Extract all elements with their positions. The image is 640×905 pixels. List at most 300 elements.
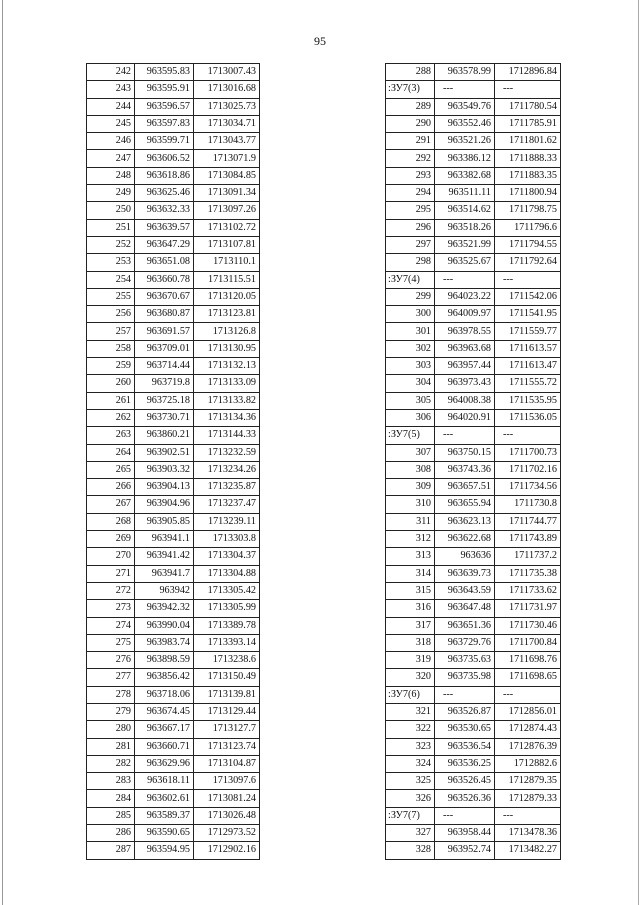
section-label-cell: :ЗУ7(5) bbox=[386, 427, 435, 444]
y-coordinate-cell: 1713389.78 bbox=[194, 617, 260, 634]
table-row bbox=[87, 773, 260, 790]
table-row bbox=[386, 842, 561, 859]
point-number-cell: 285 bbox=[87, 807, 135, 824]
table-row bbox=[386, 565, 561, 582]
table-row bbox=[386, 167, 561, 184]
y-coordinate-cell: 1711541.95 bbox=[495, 306, 561, 323]
table-row bbox=[386, 548, 561, 565]
table-row bbox=[87, 582, 260, 599]
y-coordinate-cell: 1711796.6 bbox=[495, 219, 561, 236]
y-coordinate-cell: 1711785.91 bbox=[495, 115, 561, 132]
table-row bbox=[386, 375, 561, 392]
x-coordinate-cell: 963735.63 bbox=[435, 652, 495, 669]
point-number-cell: 246 bbox=[87, 133, 135, 150]
y-coordinate-cell: 1713007.43 bbox=[194, 64, 260, 81]
section-label-cell: :ЗУ7(3) bbox=[386, 81, 435, 98]
point-number-cell: 259 bbox=[87, 358, 135, 375]
table-row bbox=[386, 721, 561, 738]
table-row bbox=[87, 409, 260, 426]
table-row bbox=[87, 64, 260, 81]
x-coordinate-cell: 963963.68 bbox=[435, 340, 495, 357]
point-number-cell: 284 bbox=[87, 790, 135, 807]
point-number-cell: 299 bbox=[386, 288, 435, 305]
table-row bbox=[386, 288, 561, 305]
table-row bbox=[386, 738, 561, 755]
point-number-cell: 269 bbox=[87, 531, 135, 548]
point-number-cell: 292 bbox=[386, 150, 435, 167]
x-coordinate-cell: 963595.83 bbox=[135, 64, 194, 81]
point-number-cell: 286 bbox=[87, 825, 135, 842]
table-row bbox=[386, 513, 561, 530]
table-row bbox=[87, 513, 260, 530]
point-number-cell: 260 bbox=[87, 375, 135, 392]
x-coordinate-cell: 963602.61 bbox=[135, 790, 194, 807]
point-number-cell: 266 bbox=[87, 479, 135, 496]
table-row bbox=[87, 669, 260, 686]
y-coordinate-cell: 1713305.99 bbox=[194, 600, 260, 617]
x-coordinate-cell: 963904.13 bbox=[135, 479, 194, 496]
x-coordinate-cell: 963597.83 bbox=[135, 115, 194, 132]
table-row bbox=[386, 340, 561, 357]
table-row bbox=[386, 617, 561, 634]
table-row bbox=[386, 254, 561, 271]
table-row bbox=[87, 375, 260, 392]
y-coordinate-cell: 1711613.57 bbox=[495, 340, 561, 357]
x-coordinate-cell: 964020.91 bbox=[435, 409, 495, 426]
section-header-row bbox=[386, 427, 561, 444]
table-row bbox=[386, 703, 561, 720]
table-row bbox=[386, 444, 561, 461]
x-coordinate-cell: 963622.68 bbox=[435, 531, 495, 548]
x-coordinate-cell: 963660.78 bbox=[135, 271, 194, 288]
y-coordinate-cell: 1711794.55 bbox=[495, 236, 561, 253]
x-coordinate-cell: 963709.01 bbox=[135, 340, 194, 357]
point-number-cell: 274 bbox=[87, 617, 135, 634]
x-coordinate-cell: 963904.96 bbox=[135, 496, 194, 513]
table-row bbox=[87, 496, 260, 513]
point-number-cell: 282 bbox=[87, 755, 135, 772]
table-row bbox=[386, 582, 561, 599]
table-row bbox=[87, 444, 260, 461]
y-coordinate-cell: 1713238.6 bbox=[194, 652, 260, 669]
x-coordinate-cell: 963743.36 bbox=[435, 461, 495, 478]
point-number-cell: 254 bbox=[87, 271, 135, 288]
y-coordinate-cell: 1711733.62 bbox=[495, 582, 561, 599]
table-row bbox=[386, 392, 561, 409]
table-row bbox=[87, 98, 260, 115]
y-coordinate-cell: 1712876.39 bbox=[495, 738, 561, 755]
y-coordinate-cell: 1713133.82 bbox=[194, 392, 260, 409]
y-coordinate-cell: 1711702.16 bbox=[495, 461, 561, 478]
table-row bbox=[87, 254, 260, 271]
point-number-cell: 318 bbox=[386, 634, 435, 651]
point-number-cell: 326 bbox=[386, 790, 435, 807]
y-coordinate-cell: 1713129.44 bbox=[194, 703, 260, 720]
y-coordinate-cell: 1713235.87 bbox=[194, 479, 260, 496]
y-coordinate-cell: 1713091.34 bbox=[194, 185, 260, 202]
point-number-cell: 255 bbox=[87, 288, 135, 305]
y-coordinate-cell: 1713097.6 bbox=[194, 773, 260, 790]
x-coordinate-cell: 963680.87 bbox=[135, 306, 194, 323]
x-coordinate-cell: --- bbox=[435, 807, 495, 824]
point-number-cell: 327 bbox=[386, 825, 435, 842]
table-row bbox=[87, 236, 260, 253]
point-number-cell: 314 bbox=[386, 565, 435, 582]
y-coordinate-cell: 1713126.8 bbox=[194, 323, 260, 340]
y-coordinate-cell: 1713123.74 bbox=[194, 738, 260, 755]
x-coordinate-cell: 963957.44 bbox=[435, 358, 495, 375]
point-number-cell: 261 bbox=[87, 392, 135, 409]
y-coordinate-cell: 1713150.49 bbox=[194, 669, 260, 686]
point-number-cell: 320 bbox=[386, 669, 435, 686]
table-row bbox=[386, 790, 561, 807]
y-coordinate-cell: 1713016.68 bbox=[194, 81, 260, 98]
scan-right-edge bbox=[638, 0, 639, 905]
point-number-cell: 251 bbox=[87, 219, 135, 236]
point-number-cell: 252 bbox=[87, 236, 135, 253]
section-header-row bbox=[386, 807, 561, 824]
table-row bbox=[87, 461, 260, 478]
x-coordinate-cell: 963625.46 bbox=[135, 185, 194, 202]
point-number-cell: 307 bbox=[386, 444, 435, 461]
y-coordinate-cell: 1711700.84 bbox=[495, 634, 561, 651]
table-row bbox=[386, 634, 561, 651]
point-number-cell: 297 bbox=[386, 236, 435, 253]
table-row bbox=[87, 115, 260, 132]
point-number-cell: 247 bbox=[87, 150, 135, 167]
x-coordinate-cell: 963382.68 bbox=[435, 167, 495, 184]
point-number-cell: 308 bbox=[386, 461, 435, 478]
table-row bbox=[87, 185, 260, 202]
point-number-cell: 301 bbox=[386, 323, 435, 340]
point-number-cell: 312 bbox=[386, 531, 435, 548]
x-coordinate-cell: 963596.57 bbox=[135, 98, 194, 115]
table-row bbox=[87, 392, 260, 409]
y-coordinate-cell: 1713232.59 bbox=[194, 444, 260, 461]
table-row bbox=[87, 634, 260, 651]
x-coordinate-cell: 963941.7 bbox=[135, 565, 194, 582]
point-number-cell: 311 bbox=[386, 513, 435, 530]
x-coordinate-cell: 963674.45 bbox=[135, 703, 194, 720]
x-coordinate-cell: 963902.51 bbox=[135, 444, 194, 461]
y-coordinate-cell: 1712856.01 bbox=[495, 703, 561, 720]
y-coordinate-cell: --- bbox=[495, 427, 561, 444]
point-number-cell: 257 bbox=[87, 323, 135, 340]
point-number-cell: 310 bbox=[386, 496, 435, 513]
table-row bbox=[386, 409, 561, 426]
y-coordinate-cell: 1711559.77 bbox=[495, 323, 561, 340]
x-coordinate-cell: 963536.54 bbox=[435, 738, 495, 755]
y-coordinate-cell: 1712973.52 bbox=[194, 825, 260, 842]
x-coordinate-cell: 963735.98 bbox=[435, 669, 495, 686]
x-coordinate-cell: 963590.65 bbox=[135, 825, 194, 842]
y-coordinate-cell: 1713084.85 bbox=[194, 167, 260, 184]
x-coordinate-cell: 964023.22 bbox=[435, 288, 495, 305]
table-row bbox=[386, 236, 561, 253]
point-number-cell: 265 bbox=[87, 461, 135, 478]
table-row bbox=[87, 617, 260, 634]
y-coordinate-cell: 1711780.54 bbox=[495, 98, 561, 115]
table-row bbox=[87, 358, 260, 375]
point-number-cell: 277 bbox=[87, 669, 135, 686]
x-coordinate-cell: 963667.17 bbox=[135, 721, 194, 738]
table-row bbox=[87, 721, 260, 738]
point-number-cell: 279 bbox=[87, 703, 135, 720]
x-coordinate-cell: 963952.74 bbox=[435, 842, 495, 859]
y-coordinate-cell: 1713107.81 bbox=[194, 236, 260, 253]
point-number-cell: 309 bbox=[386, 479, 435, 496]
x-coordinate-cell: 963856.42 bbox=[135, 669, 194, 686]
point-number-cell: 315 bbox=[386, 582, 435, 599]
x-coordinate-cell: 963719.8 bbox=[135, 375, 194, 392]
table-row bbox=[87, 703, 260, 720]
y-coordinate-cell: 1713102.72 bbox=[194, 219, 260, 236]
x-coordinate-cell: 963670.67 bbox=[135, 288, 194, 305]
point-number-cell: 248 bbox=[87, 167, 135, 184]
x-coordinate-cell: 963589.37 bbox=[135, 807, 194, 824]
y-coordinate-cell: 1711730.46 bbox=[495, 617, 561, 634]
x-coordinate-cell: 963526.45 bbox=[435, 773, 495, 790]
x-coordinate-cell: 963639.57 bbox=[135, 219, 194, 236]
y-coordinate-cell: 1711735.38 bbox=[495, 565, 561, 582]
y-coordinate-cell: 1711698.65 bbox=[495, 669, 561, 686]
table-row bbox=[87, 600, 260, 617]
point-number-cell: 304 bbox=[386, 375, 435, 392]
y-coordinate-cell: 1713303.8 bbox=[194, 531, 260, 548]
table-row bbox=[87, 306, 260, 323]
table-row bbox=[87, 531, 260, 548]
y-coordinate-cell: 1713234.26 bbox=[194, 461, 260, 478]
point-number-cell: 281 bbox=[87, 738, 135, 755]
table-row bbox=[386, 652, 561, 669]
y-coordinate-cell: --- bbox=[495, 686, 561, 703]
y-coordinate-cell: 1713026.48 bbox=[194, 807, 260, 824]
y-coordinate-cell: 1713043.77 bbox=[194, 133, 260, 150]
x-coordinate-cell: 963632.33 bbox=[135, 202, 194, 219]
x-coordinate-cell: 963691.57 bbox=[135, 323, 194, 340]
x-coordinate-cell: 963730.71 bbox=[135, 409, 194, 426]
point-number-cell: 244 bbox=[87, 98, 135, 115]
table-row bbox=[87, 479, 260, 496]
y-coordinate-cell: 1713110.1 bbox=[194, 254, 260, 271]
x-coordinate-cell: 963618.86 bbox=[135, 167, 194, 184]
y-coordinate-cell: 1711555.72 bbox=[495, 375, 561, 392]
x-coordinate-cell: 963941.1 bbox=[135, 531, 194, 548]
table-row bbox=[386, 496, 561, 513]
coordinates-table-left bbox=[86, 63, 260, 860]
y-coordinate-cell: 1713104.87 bbox=[194, 755, 260, 772]
point-number-cell: 316 bbox=[386, 600, 435, 617]
x-coordinate-cell: 963647.48 bbox=[435, 600, 495, 617]
y-coordinate-cell: 1713305.42 bbox=[194, 582, 260, 599]
point-number-cell: 319 bbox=[386, 652, 435, 669]
y-coordinate-cell: 1713482.27 bbox=[495, 842, 561, 859]
x-coordinate-cell: 963655.94 bbox=[435, 496, 495, 513]
point-number-cell: 272 bbox=[87, 582, 135, 599]
point-number-cell: 295 bbox=[386, 202, 435, 219]
section-header-row bbox=[386, 686, 561, 703]
x-coordinate-cell: 963725.18 bbox=[135, 392, 194, 409]
table-row bbox=[386, 479, 561, 496]
table-row bbox=[87, 652, 260, 669]
x-coordinate-cell: 963552.46 bbox=[435, 115, 495, 132]
table-row bbox=[87, 202, 260, 219]
table-row bbox=[87, 842, 260, 859]
table-row bbox=[386, 358, 561, 375]
x-coordinate-cell: 963518.26 bbox=[435, 219, 495, 236]
point-number-cell: 306 bbox=[386, 409, 435, 426]
section-label-cell: :ЗУ7(6) bbox=[386, 686, 435, 703]
point-number-cell: 275 bbox=[87, 634, 135, 651]
y-coordinate-cell: 1711744.77 bbox=[495, 513, 561, 530]
x-coordinate-cell: 963526.87 bbox=[435, 703, 495, 720]
x-coordinate-cell: 963657.51 bbox=[435, 479, 495, 496]
table-row bbox=[87, 548, 260, 565]
y-coordinate-cell: 1713115.51 bbox=[194, 271, 260, 288]
point-number-cell: 288 bbox=[386, 64, 435, 81]
y-coordinate-cell: 1711800.94 bbox=[495, 185, 561, 202]
x-coordinate-cell: 963660.71 bbox=[135, 738, 194, 755]
point-number-cell: 249 bbox=[87, 185, 135, 202]
point-number-cell: 264 bbox=[87, 444, 135, 461]
table-row bbox=[386, 669, 561, 686]
table-row bbox=[386, 219, 561, 236]
point-number-cell: 287 bbox=[87, 842, 135, 859]
y-coordinate-cell: 1713304.37 bbox=[194, 548, 260, 565]
point-number-cell: 250 bbox=[87, 202, 135, 219]
y-coordinate-cell: 1711743.89 bbox=[495, 531, 561, 548]
x-coordinate-cell: 963973.43 bbox=[435, 375, 495, 392]
table-row bbox=[87, 167, 260, 184]
table-row bbox=[386, 98, 561, 115]
table-row bbox=[386, 185, 561, 202]
page-number: 95 bbox=[314, 34, 326, 48]
table-row bbox=[87, 219, 260, 236]
y-coordinate-cell: 1712896.84 bbox=[495, 64, 561, 81]
x-coordinate-cell: 963549.76 bbox=[435, 98, 495, 115]
x-coordinate-cell: 963636 bbox=[435, 548, 495, 565]
x-coordinate-cell: 963905.85 bbox=[135, 513, 194, 530]
table-row bbox=[386, 202, 561, 219]
table-row bbox=[386, 600, 561, 617]
x-coordinate-cell: 963942 bbox=[135, 582, 194, 599]
y-coordinate-cell: 1713130.95 bbox=[194, 340, 260, 357]
point-number-cell: 305 bbox=[386, 392, 435, 409]
table-row bbox=[87, 81, 260, 98]
point-number-cell: 325 bbox=[386, 773, 435, 790]
point-number-cell: 300 bbox=[386, 306, 435, 323]
point-number-cell: 290 bbox=[386, 115, 435, 132]
point-number-cell: 253 bbox=[87, 254, 135, 271]
x-coordinate-cell: 964008.38 bbox=[435, 392, 495, 409]
x-coordinate-cell: --- bbox=[435, 427, 495, 444]
x-coordinate-cell: 963594.95 bbox=[135, 842, 194, 859]
x-coordinate-cell: 964009.97 bbox=[435, 306, 495, 323]
y-coordinate-cell: 1713123.81 bbox=[194, 306, 260, 323]
point-number-cell: 328 bbox=[386, 842, 435, 859]
point-number-cell: 280 bbox=[87, 721, 135, 738]
point-number-cell: 245 bbox=[87, 115, 135, 132]
table-row bbox=[386, 150, 561, 167]
y-coordinate-cell: 1712882.6 bbox=[495, 755, 561, 772]
point-number-cell: 302 bbox=[386, 340, 435, 357]
point-number-cell: 262 bbox=[87, 409, 135, 426]
table-row bbox=[386, 64, 561, 81]
x-coordinate-cell: 963651.08 bbox=[135, 254, 194, 271]
point-number-cell: 313 bbox=[386, 548, 435, 565]
x-coordinate-cell: 963903.32 bbox=[135, 461, 194, 478]
y-coordinate-cell: 1713304.88 bbox=[194, 565, 260, 582]
y-coordinate-cell: 1711798.75 bbox=[495, 202, 561, 219]
table-row bbox=[87, 150, 260, 167]
x-coordinate-cell: 963978.55 bbox=[435, 323, 495, 340]
point-number-cell: 271 bbox=[87, 565, 135, 582]
table-row bbox=[386, 115, 561, 132]
point-number-cell: 296 bbox=[386, 219, 435, 236]
y-coordinate-cell: 1711700.73 bbox=[495, 444, 561, 461]
point-number-cell: 324 bbox=[386, 755, 435, 772]
y-coordinate-cell: 1711883.35 bbox=[495, 167, 561, 184]
table-row bbox=[87, 340, 260, 357]
y-coordinate-cell: 1713120.05 bbox=[194, 288, 260, 305]
point-number-cell: 258 bbox=[87, 340, 135, 357]
y-coordinate-cell: 1711542.06 bbox=[495, 288, 561, 305]
y-coordinate-cell: 1711734.56 bbox=[495, 479, 561, 496]
y-coordinate-cell: 1711535.95 bbox=[495, 392, 561, 409]
y-coordinate-cell: 1713025.73 bbox=[194, 98, 260, 115]
y-coordinate-cell: 1711536.05 bbox=[495, 409, 561, 426]
x-coordinate-cell: 963750.15 bbox=[435, 444, 495, 461]
point-number-cell: 289 bbox=[386, 98, 435, 115]
x-coordinate-cell: 963651.36 bbox=[435, 617, 495, 634]
y-coordinate-cell: 1713239.11 bbox=[194, 513, 260, 530]
y-coordinate-cell: 1711698.76 bbox=[495, 652, 561, 669]
y-coordinate-cell: 1713144.33 bbox=[194, 427, 260, 444]
x-coordinate-cell: 963643.59 bbox=[435, 582, 495, 599]
table-row bbox=[87, 825, 260, 842]
x-coordinate-cell: 963511.11 bbox=[435, 185, 495, 202]
point-number-cell: 294 bbox=[386, 185, 435, 202]
y-coordinate-cell: 1713478.36 bbox=[495, 825, 561, 842]
y-coordinate-cell: 1711731.97 bbox=[495, 600, 561, 617]
point-number-cell: 276 bbox=[87, 652, 135, 669]
point-number-cell: 291 bbox=[386, 133, 435, 150]
x-coordinate-cell: 963514.62 bbox=[435, 202, 495, 219]
table-row bbox=[87, 271, 260, 288]
y-coordinate-cell: 1711737.2 bbox=[495, 548, 561, 565]
y-coordinate-cell: 1712902.16 bbox=[194, 842, 260, 859]
y-coordinate-cell: --- bbox=[495, 271, 561, 288]
point-number-cell: 256 bbox=[87, 306, 135, 323]
x-coordinate-cell: 963530.65 bbox=[435, 721, 495, 738]
x-coordinate-cell: 963521.26 bbox=[435, 133, 495, 150]
table-row bbox=[87, 323, 260, 340]
x-coordinate-cell: 963386.12 bbox=[435, 150, 495, 167]
y-coordinate-cell: 1711801.62 bbox=[495, 133, 561, 150]
table-row bbox=[87, 755, 260, 772]
point-number-cell: 268 bbox=[87, 513, 135, 530]
table-row bbox=[87, 288, 260, 305]
x-coordinate-cell: 963983.74 bbox=[135, 634, 194, 651]
x-coordinate-cell: 963578.99 bbox=[435, 64, 495, 81]
table-row bbox=[386, 461, 561, 478]
x-coordinate-cell: 963714.44 bbox=[135, 358, 194, 375]
x-coordinate-cell: 963595.91 bbox=[135, 81, 194, 98]
point-number-cell: 263 bbox=[87, 427, 135, 444]
y-coordinate-cell: --- bbox=[495, 81, 561, 98]
x-coordinate-cell: 963629.96 bbox=[135, 755, 194, 772]
table-row bbox=[87, 133, 260, 150]
